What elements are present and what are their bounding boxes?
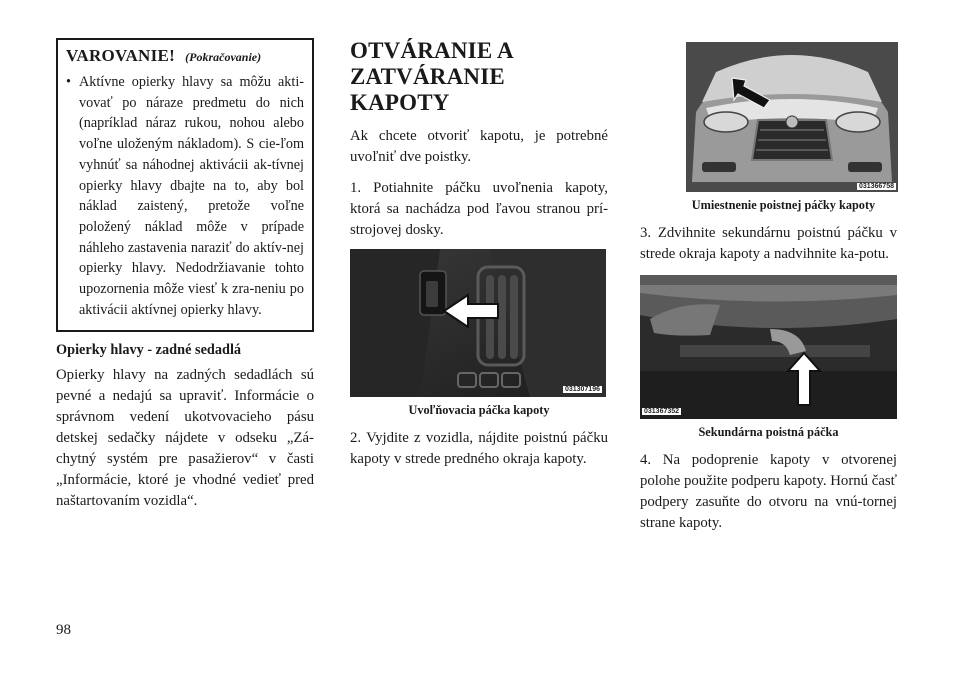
figure-code: 031307196	[564, 386, 600, 393]
figure-code: 031366758	[858, 183, 894, 190]
hood-latch-location-caption: Umiestnenie poistnej páčky kapoty	[691, 198, 876, 212]
secondary-latch-illustration	[640, 275, 897, 419]
right-column	[640, 38, 897, 534]
rear-headrests-heading: Opierky hlavy - zadné sedadlá	[56, 342, 242, 359]
warning-title: VAROVANIE!	[66, 46, 176, 65]
hood-intro: Ak chcete otvoriť kapotu, je potrebné uvoľniť dve poistky.	[350, 128, 608, 165]
section-title-line2: ZATVÁRANIE KAPOTY	[350, 64, 505, 115]
warning-box	[56, 38, 314, 332]
release-lever-figure	[350, 249, 606, 397]
left-column	[56, 38, 314, 512]
secondary-latch-figure	[640, 275, 897, 419]
hood-step-2: 2. Vyjdite z vozidla, nájdite poistnú páčku kapoty v strede predného okraja kapoty.	[350, 430, 608, 467]
warning-item	[66, 72, 304, 320]
page-number: 98	[56, 622, 71, 638]
hood-step-4: 4. Na podoprenie kapoty v otvorenej polohe použite podperu kapoty. Hornú časť podpery zasuňte do otvoru na vnú-tornej strane kapoty.	[640, 452, 897, 531]
warning-heading	[66, 46, 304, 66]
figure-code: 031367352	[644, 408, 680, 415]
release-lever-illustration	[350, 249, 606, 397]
car-front-illustration	[686, 42, 898, 192]
hood-step-3: 3. Zdvihnite sekundárnu poistnú páčku v strede okraja kapoty a nadvihnite ka-potu.	[640, 225, 897, 262]
release-lever-caption: Uvoľňovacia páčka kapoty	[408, 403, 550, 417]
secondary-latch-caption: Sekundárna poistná páčka	[698, 425, 839, 439]
middle-column	[350, 38, 608, 470]
rear-headrests-text: Opierky hlavy na zadných sedadlách sú pevné a nedajú sa upraviť. Informácie o správnom vedení ukotvovacieho pásu detskej sedačky nájdete v odseku „Zá-chytný systém pre pasažierov“ v časti „Informácie, ktoré je vhodné vedieť pred naštartovaním vozidla“.	[56, 367, 314, 510]
section-title	[350, 38, 608, 116]
warning-item-text: Aktívne opierky hlavy sa môžu akti-vovať po náraze predmetu do nich (napríklad náraz rukou, nohou alebo voľne uloženým nákladom). S cie-ľom vyhnúť sa náhodnej aktivácii ak-tívnej opierky hlavy dbajte na to, aby bol náklad zaistený, pretože voľne položený náklad môže v prípade náhleho zastavenia naraziť do aktív-nej opierky hlavy. Nedodržiavanie tohto upozornenia môže viesť k zra-neniu po aktivácii aktívnej opierky hlavy.	[79, 74, 304, 318]
warning-list	[66, 72, 304, 320]
warning-subtitle: (Pokračovanie)	[185, 50, 262, 64]
hood-step-1: 1. Potiahnite páčku uvoľnenia kapoty, ktorá sa nachádza pod ľavou stranou prí-strojovej dosky.	[350, 180, 608, 238]
bullet-icon: •	[66, 74, 71, 90]
hood-latch-location-figure	[686, 42, 898, 192]
section-title-line1: OTVÁRANIE A	[350, 38, 514, 63]
